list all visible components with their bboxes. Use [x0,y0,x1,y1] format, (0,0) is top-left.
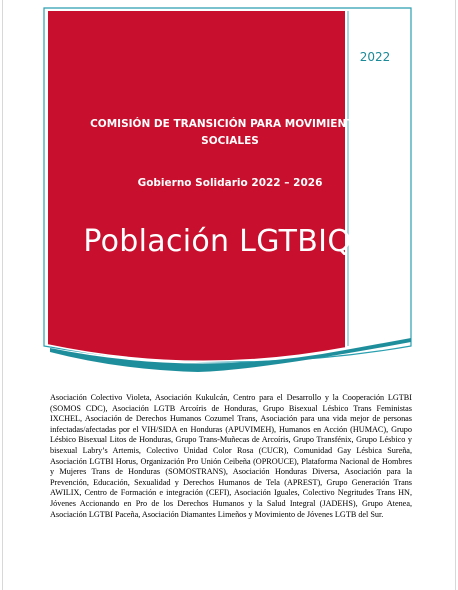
year-label: 2022 [359,50,391,64]
organizations-list: Asociación Colectivo Violeta, Asociación Kukulcán, Centro para el Desarrollo y la Cooperación LGTBI (SOMOS CDC), Asociación LGTB Arcoíris de Honduras, Grupo Bisexual Lésbico Trans Feministas IXCHEL, Asociación de Derechos Humanos Cozumel Trans, Asociación para una vida mejor de personas infectadas/afectadas por el VIH/SIDA en Honduras (APUVIMEH), Humanos en Acción (HUMAC), Grupo Lésbico Bisexual Litos de Honduras, Grupo Trans-Muñecas de Arcoíris, Grupo Transfénix, Grupo Lésbico y bisexual Labry’s Artemis, Colectivo Unidad Color Rosa (CUCR), Comunidad Gay Lésbica Sureña, Asociación LGTBI Horus, Organización Pro Unión Ceibeña (OPROUCE), Plataforma Nacional de Hombres y Mujeres Trans de Honduras (SOMOSTRANS), Asociación Honduras Diversa, Asociación para la Prevención, Educación, Sexualidad y Derechos Humanos de Tela (APREST), Grupo Generación Trans AWILIX, Centro de Formación e integración (CEFI), Asociación Iguales, Colectivo Negritudes Trans HN, Jóvenes Accionando en Pro de los Derechos Humanos y la Salud Integral (JADEHS), Grupo Atenea, Asociación LGTBI Paceña, Asociación Diamantes Limeños y Movimiento de Jóvenes LGTB del Sur. [50,393,412,519]
population-heading: Población LGTBIQ+ [83,224,377,259]
commission-title: COMISIÓN DE TRANSICIÓN PARA MOVIMIENTOS SOCIALES [90,118,370,147]
government-label: Gobierno Solidario 2022 – 2026 [137,177,323,189]
